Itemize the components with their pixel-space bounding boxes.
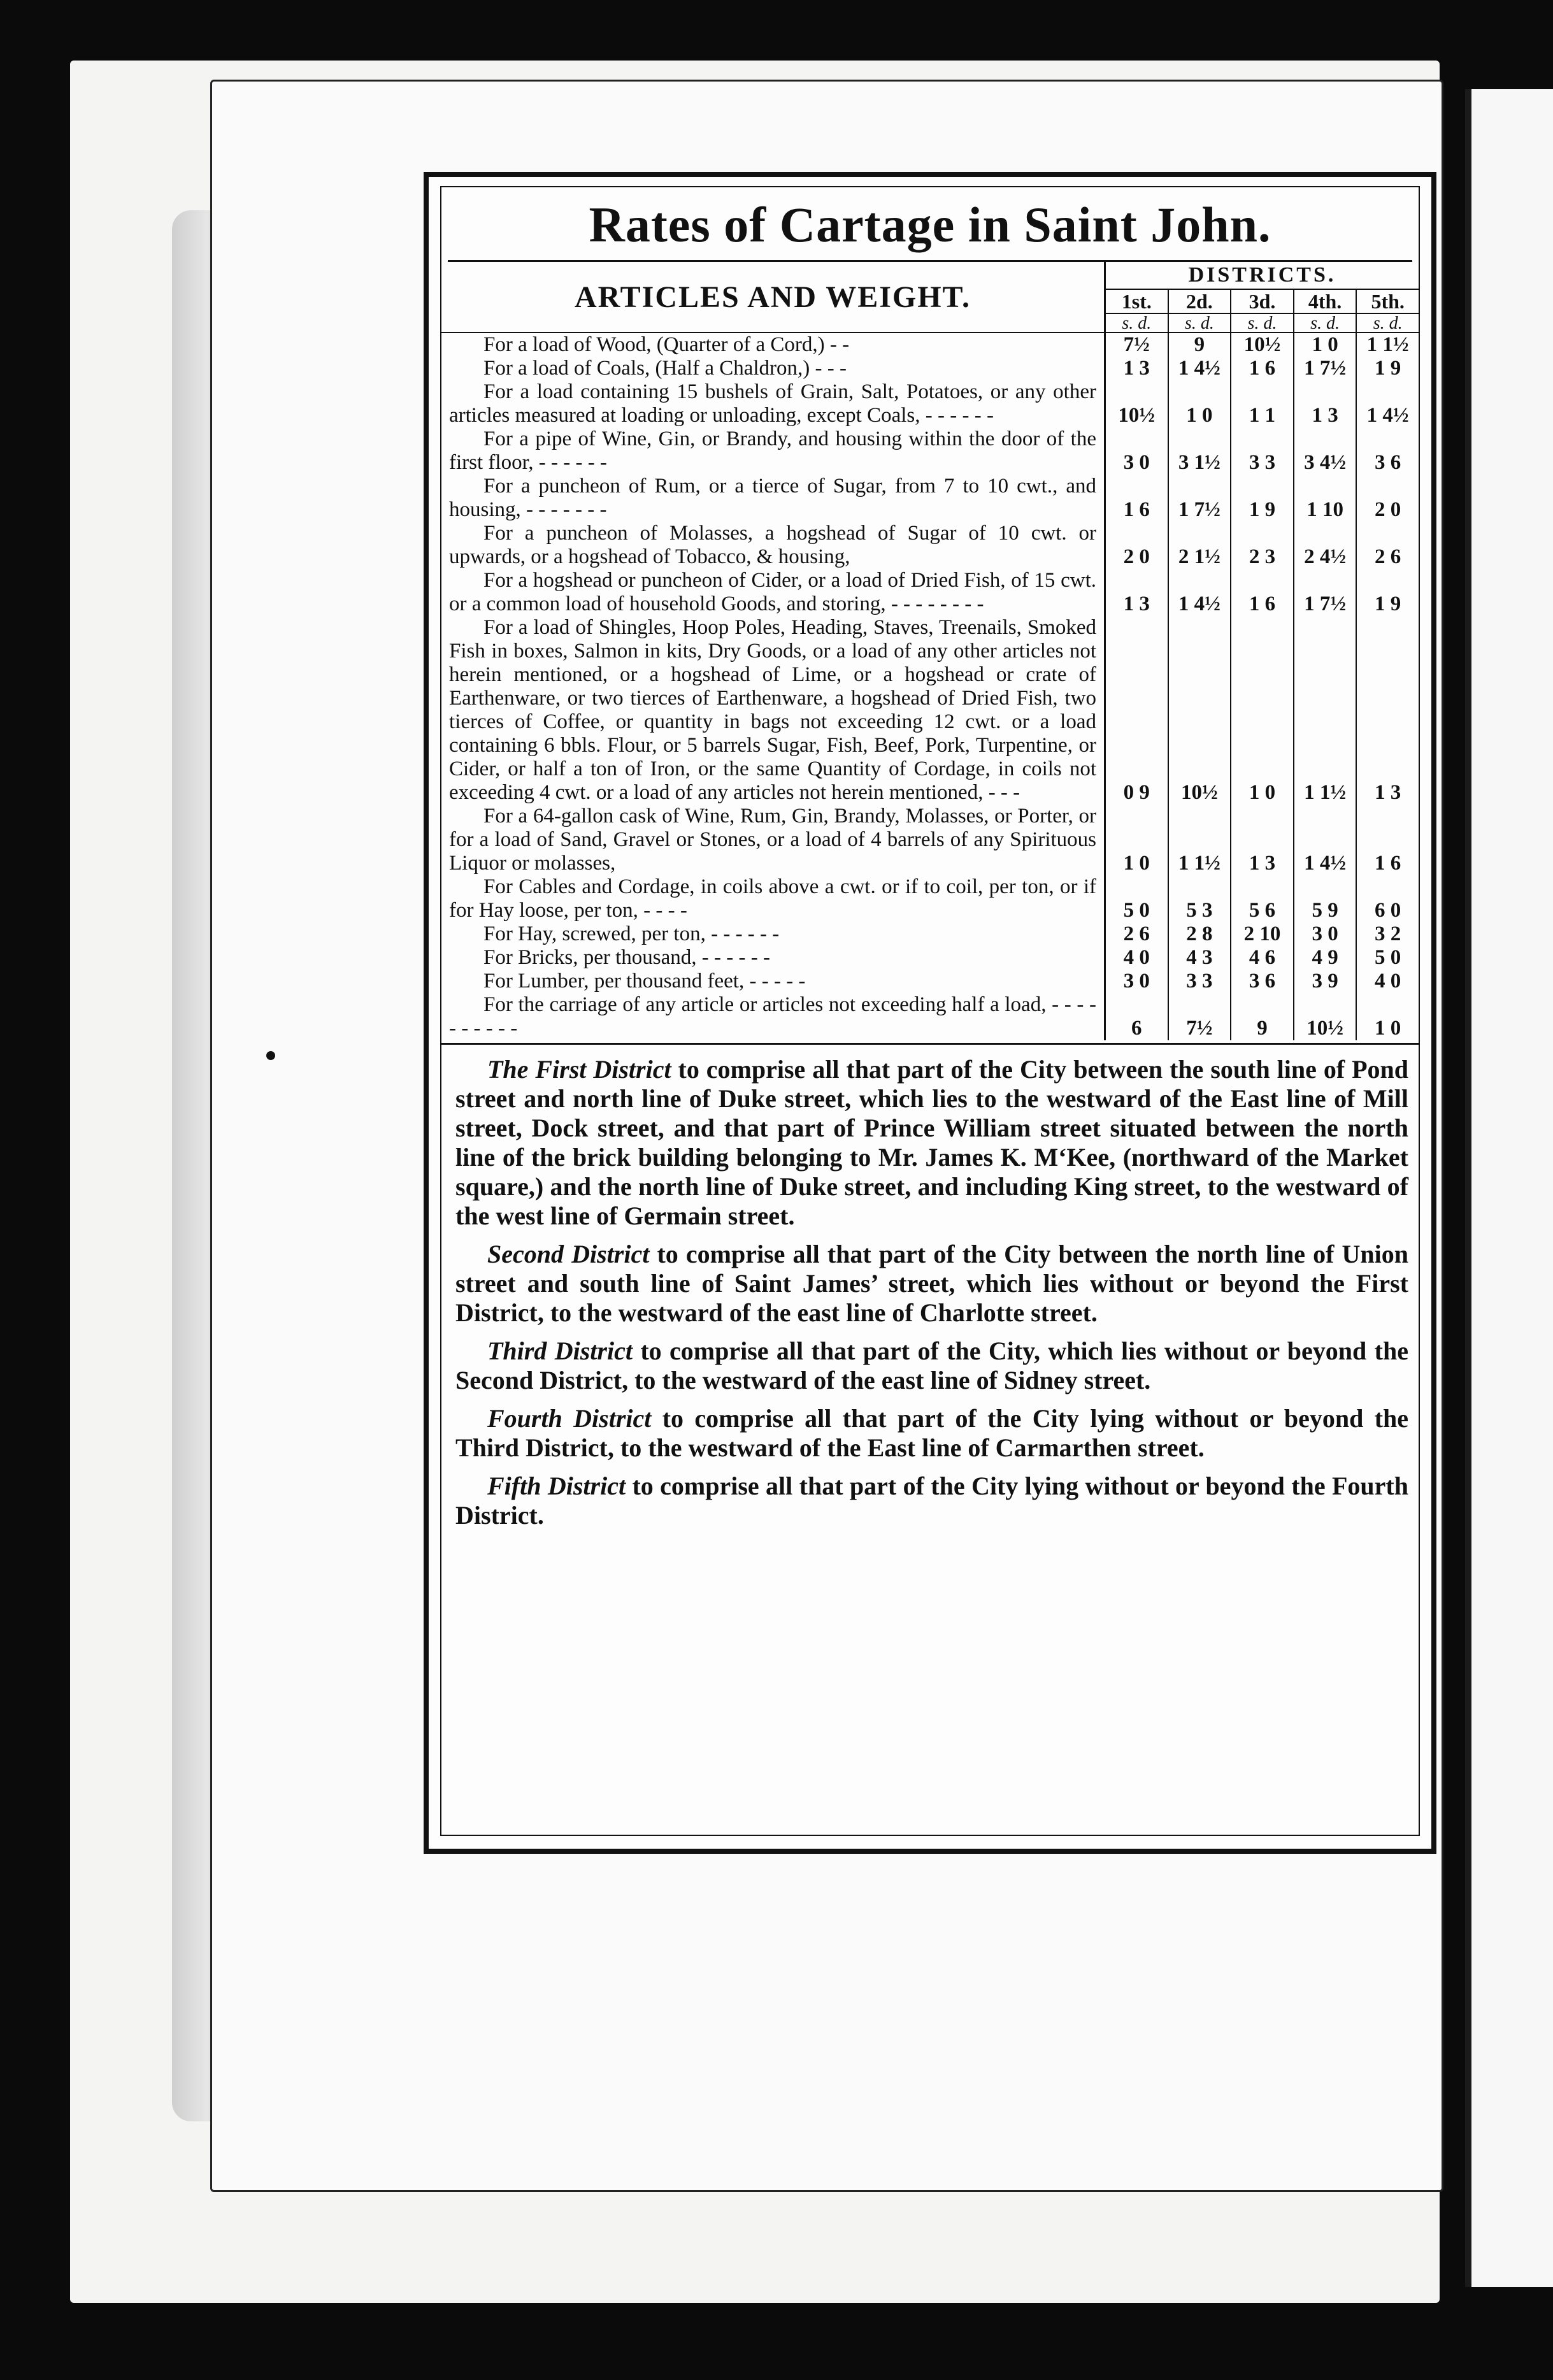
district-lead: The First District [487,1055,671,1084]
rate-value: 10½ [1231,333,1294,357]
article-description: For a load of Wood, (Quarter of a Cord,) - - [483,333,850,356]
article-description: For a hogshead or puncheon of Cider, or a load of Dried Fish, of 15 cwt. or a common load of household Goods, and storing, - - - - - - - - [449,569,1096,615]
rate-row [441,380,1419,427]
rate-value: 2 0 [1375,498,1401,521]
rate-row [441,946,1419,970]
district-name: 1st. [1106,290,1168,314]
article-description: For the carriage of any article or articles not exceeding half a load, - - - - - - - - - - [449,993,1096,1040]
article-description: For Hay, screwed, per ton, - - - - - - [483,922,780,945]
rate-value: 7½ [1106,333,1169,357]
rate-value: 1 0 [1169,380,1232,427]
currency-unit: s. d. [1373,313,1403,333]
rate-value: 5 0 [1106,875,1169,922]
district-column-header [1231,290,1294,333]
currency-unit: s. d. [1122,313,1152,333]
rate-value: 1 1 [1231,380,1294,427]
rate-value: 1 4½ [1294,805,1357,875]
rate-row [441,333,1419,357]
rate-values [1104,357,1419,380]
rate-value: 3 6 [1231,970,1294,993]
rate-row [441,357,1419,380]
rate-values [1104,380,1419,427]
rate-value: 1 10 [1294,475,1357,522]
rate-value: 1 0 [1106,805,1169,875]
rate-value: 2 0 [1106,522,1169,569]
district-columns [1106,290,1419,333]
rate-value: 3 3 [1169,970,1232,993]
district-name: 4th. [1294,290,1356,314]
rate-value: 1 9 [1375,592,1401,615]
district-lead: Third District [487,1337,633,1365]
cartage-rates-panel [424,172,1436,1854]
district-lead: Fifth District [487,1472,626,1500]
rate-value: 3 0 [1106,427,1169,475]
article-description: For Lumber, per thousand feet, - - - - - [483,970,806,993]
rate-values [1104,970,1419,993]
district-text: to comprise all that part of the City lying without or beyond the Fourth District. [455,1472,1408,1530]
rate-values [1104,875,1419,922]
rate-value: 1 0 [1294,333,1357,357]
district-name: 3d. [1231,290,1293,314]
panel-inner-border [440,186,1420,1836]
rate-value: 5 6 [1231,875,1294,922]
rate-row [441,569,1419,616]
district-text: to comprise all that part of the City, which lies without or beyond the Second District, to the westward of the east line of Sidney street. [455,1337,1408,1394]
rate-row [441,616,1419,805]
rate-row [441,875,1419,922]
rate-value: 5 9 [1294,875,1357,922]
article-description: For a load containing 15 bushels of Grain, Salt, Potatoes, or any other articles measured at loading or unloading, except Coals, - - - - - - [449,380,1096,427]
district-column-header [1357,290,1419,333]
article-description: For a load of Shingles, Hoop Poles, Heading, Staves, Treenails, Smoked Fish in boxes, Salmon in kits, Dry Goods, or a load of any other articles not herein mentioned, or a hogshead of Lime, or a hogshead or crate of Earthenware, or two tierces of Earthenware, a hogshead of Dried Fish, two tierces of Coffee, or quantity in bags not exceeding 12 cwt. or a load containing 6 bbls. Flour, or 5 barrels Sugar, Fish, Beef, Pork, Turpentine, or Cider, or half a ton of Iron, or the same Quantity of Cordage, in coils not exceeding 4 cwt. or a load of any articles not herein mentioned, - - - [449,616,1096,804]
district-definition [455,1055,1408,1231]
rate-row [441,993,1419,1040]
rate-value: 1 7½ [1294,569,1357,616]
currency-unit: s. d. [1184,313,1214,333]
rate-value: 1 9 [1231,475,1294,522]
rate-value: 2 4½ [1294,522,1357,569]
currency-unit: s. d. [1247,313,1277,333]
rate-value: 10½ [1169,616,1232,805]
currency-unit: s. d. [1310,313,1340,333]
rate-value: 2 6 [1106,922,1169,946]
district-definitions [441,1045,1419,1530]
rate-value: 5 3 [1169,875,1232,922]
district-definition [455,1240,1408,1328]
rate-value: 1 6 [1231,357,1294,380]
rate-values [1104,993,1419,1040]
rate-value: 3 0 [1106,970,1169,993]
rate-values [1104,427,1419,475]
rate-value: 4 0 [1375,970,1401,993]
article-description: For a load of Coals, (Half a Chaldron,) - - - [483,357,847,380]
rate-value: 5 0 [1375,946,1401,969]
article-description: For a pipe of Wine, Gin, or Brandy, and housing within the door of the first floor, - - - - - - [449,427,1096,474]
rate-value: 1 3 [1294,380,1357,427]
rate-value: 1 3 [1106,357,1169,380]
rate-row [441,522,1419,569]
rate-value: 9 [1169,333,1232,357]
rate-value: 1 0 [1375,1017,1401,1040]
rate-value: 1 6 [1231,569,1294,616]
rate-values [1104,946,1419,970]
article-description: For a puncheon of Rum, or a tierce of Sugar, from 7 to 10 cwt., and housing, - - - - - - - [449,475,1096,521]
rate-value: 2 3 [1231,522,1294,569]
rate-value: 1 0 [1231,616,1294,805]
article-description: For Bricks, per thousand, - - - - - - [483,946,770,969]
rate-value: 4 0 [1106,946,1169,970]
rate-row [441,805,1419,875]
rate-values [1104,522,1419,569]
rate-row [441,475,1419,522]
rate-value: 3 1½ [1169,427,1232,475]
rate-value: 1 9 [1375,357,1401,380]
rate-values [1104,333,1419,357]
district-name: 5th. [1357,290,1419,314]
rates-table-body [441,332,1419,1040]
rate-value: 1 3 [1231,805,1294,875]
rate-value: 4 9 [1294,946,1357,970]
rate-value: 7½ [1169,993,1232,1040]
facing-page-edge [1465,89,1553,2287]
rate-value: 0 9 [1106,616,1169,805]
district-definition [455,1337,1408,1395]
district-text: to comprise all that part of the City lying without or beyond the Third District, to the westward of the East line of Carmarthen street. [455,1404,1409,1462]
rate-value: 1 7½ [1294,357,1357,380]
rate-value: 3 2 [1375,922,1401,945]
rate-value: 1 4½ [1366,404,1409,427]
rate-value: 1 1½ [1366,333,1409,356]
district-column-header [1294,290,1357,333]
rate-value: 1 7½ [1169,475,1232,522]
rate-values [1104,616,1419,805]
rate-values [1104,805,1419,875]
rate-value: 1 3 [1375,781,1401,804]
articles-header: ARTICLES AND WEIGHT. [574,280,971,314]
rate-value: 2 6 [1375,545,1401,568]
rate-value: 2 1½ [1169,522,1232,569]
district-name: 2d. [1169,290,1231,314]
districts-label: DISTRICTS. [1106,262,1419,290]
rate-value: 1 6 [1106,475,1169,522]
article-description: For Cables and Cordage, in coils above a cwt. or if to coil, per ton, or if for Hay loose, per ton, - - - - [449,875,1096,922]
rate-values [1104,922,1419,946]
district-text: to comprise all that part of the City between the south line of Pond street and north line of Duke street, which lies to the westward of the East line of Mill street, Dock street, and that part of Prince William street situated between the north line of the brick building belonging to Mr. James K. M‘Kee, (northward of the Market square,) and the north line of Duke street, and including King street, to the westward of the west line of Germain street. [455,1055,1409,1230]
rate-row [441,427,1419,475]
rate-values [1104,475,1419,522]
rate-row [441,922,1419,946]
rate-value: 1 6 [1375,852,1401,875]
district-column-header [1106,290,1169,333]
page-title: Rates of Cartage in Saint John. [589,197,1271,252]
rate-value: 3 6 [1375,451,1401,474]
rate-value: 10½ [1106,380,1169,427]
rate-value: 2 10 [1231,922,1294,946]
rate-value: 1 3 [1106,569,1169,616]
article-description: For a puncheon of Molasses, a hogshead of Sugar of 10 cwt. or upwards, or a hogshead of Tobacco, & housing, [449,522,1096,568]
rate-value: 3 9 [1294,970,1357,993]
rate-value: 1 4½ [1169,569,1232,616]
article-description: For a 64-gallon cask of Wine, Rum, Gin, Brandy, Molasses, or Porter, or for a load of Sand, Gravel or Stones, or a load of 4 barrels of any Spirituous Liquor or molasses, [449,805,1096,875]
rate-values [1104,569,1419,616]
rate-value: 4 3 [1169,946,1232,970]
ink-spot [266,1051,275,1060]
rate-value: 3 4½ [1294,427,1357,475]
district-definition [455,1472,1408,1530]
rate-value: 10½ [1294,993,1357,1040]
rate-value: 1 4½ [1169,357,1232,380]
rate-value: 4 6 [1231,946,1294,970]
rate-value: 3 3 [1231,427,1294,475]
rate-value: 6 [1106,993,1169,1040]
district-definition [455,1404,1408,1463]
district-column-header [1169,290,1232,333]
rate-value: 9 [1231,993,1294,1040]
rate-row [441,970,1419,993]
district-lead: Second District [487,1240,650,1268]
rate-value: 1 1½ [1169,805,1232,875]
district-text: to comprise all that part of the City between the north line of Union street and south line of Saint James’ street, which lies without or beyond the First District, to the westward of the east line of Charlotte street. [455,1240,1408,1327]
rate-value: 2 8 [1169,922,1232,946]
table-header [441,262,1419,332]
rate-value: 1 1½ [1294,616,1357,805]
districts-header [1104,262,1419,332]
rate-value: 6 0 [1375,899,1401,922]
district-lead: Fourth District [487,1404,652,1433]
rate-value: 3 0 [1294,922,1357,946]
